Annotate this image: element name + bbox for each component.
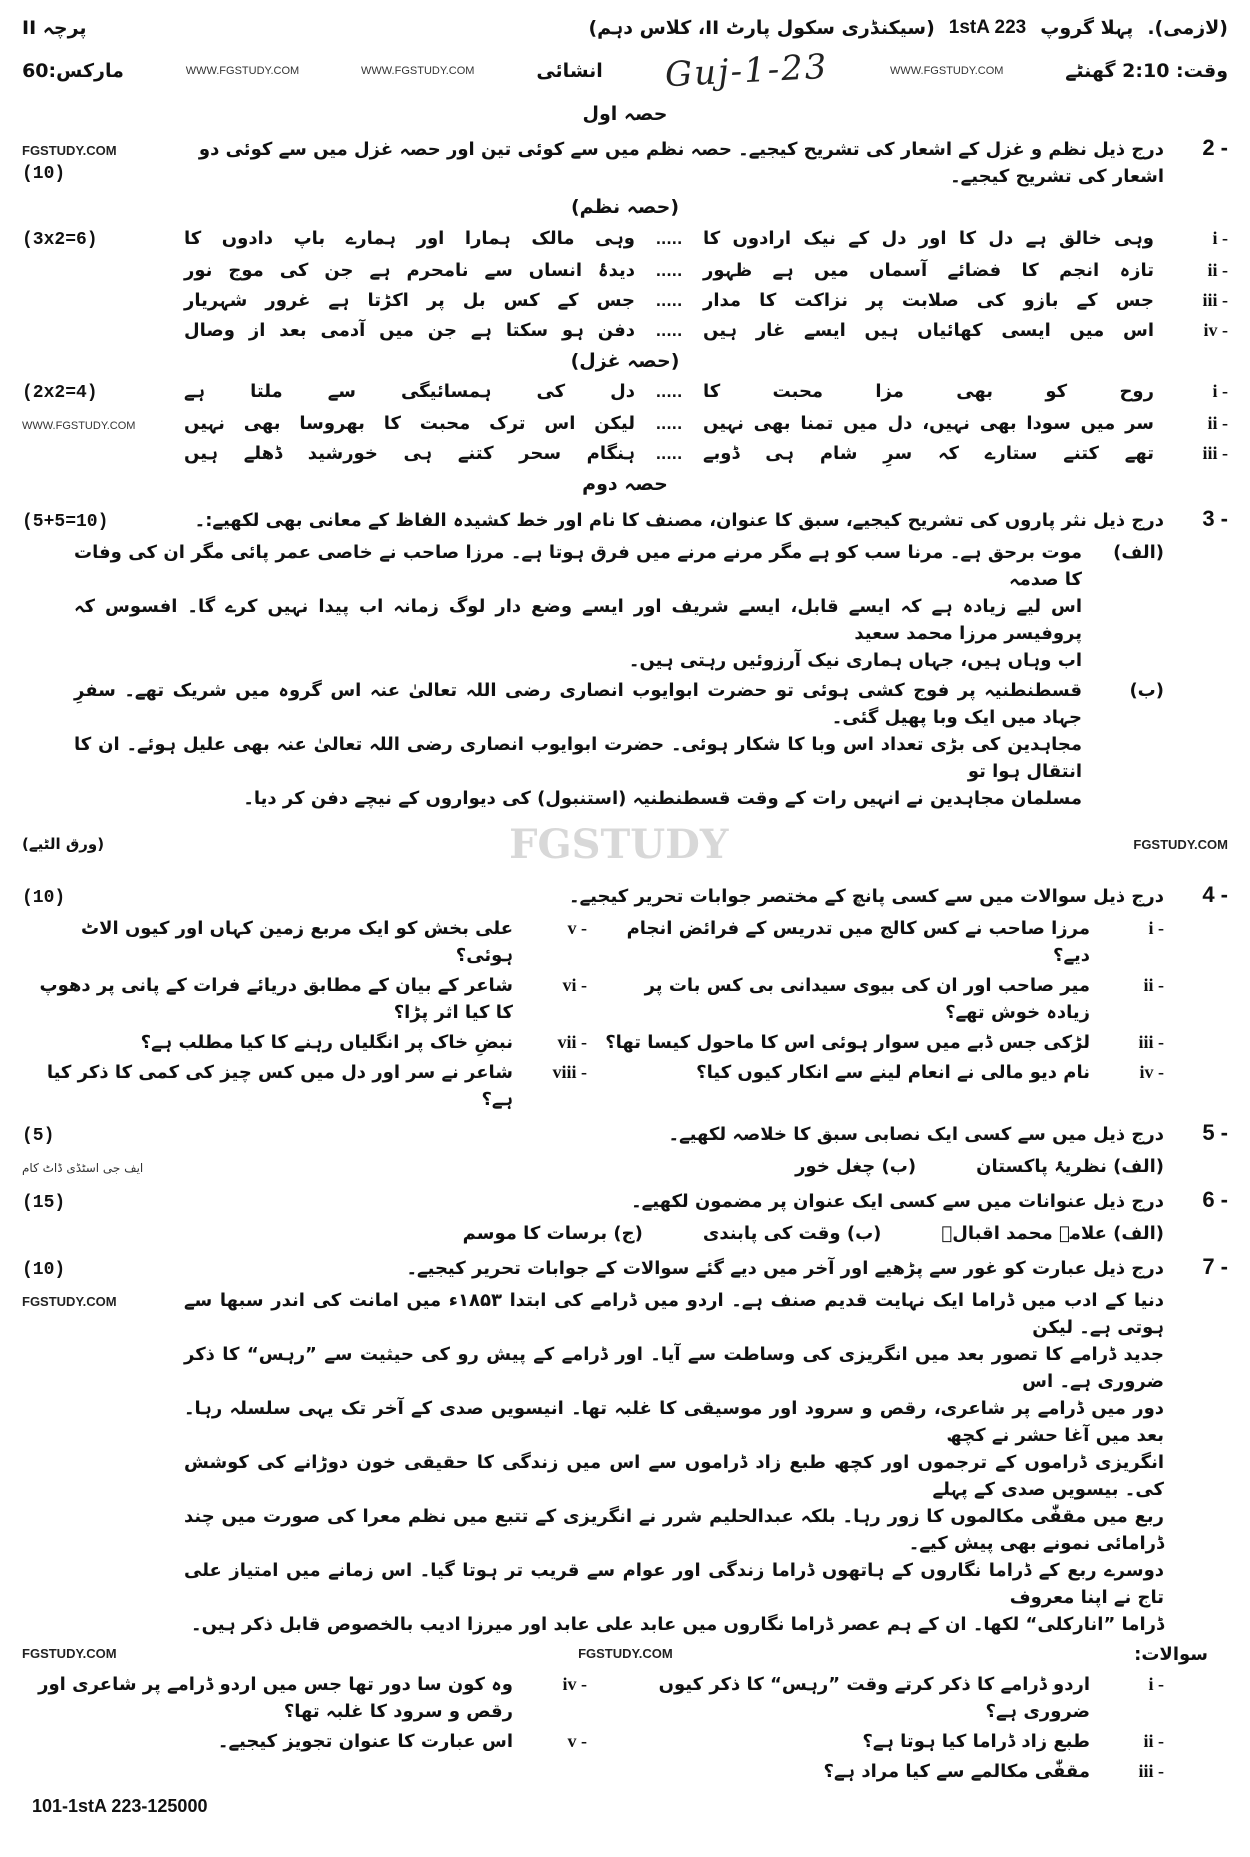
question-7 xyxy=(22,1250,1228,1284)
verse-second-half: دفن ہو سکتا ہے جن میں آدمی بعد از وصال xyxy=(184,319,635,341)
verse-first-half: اس میں ایسی کھائیاں ہیں ایسے غار ہیں xyxy=(703,319,1154,341)
verse-number: ii - xyxy=(1207,259,1228,280)
item-number: ii - xyxy=(1143,974,1164,995)
short-question: نام دیو مالی نے انعام لینے سے انکار کیوں کیا؟ xyxy=(696,1061,1090,1083)
verse-number: i - xyxy=(1212,381,1228,401)
short-question: میر صاحب اور ان کی بیوی سیدانی بی کس بات پر زیادہ خوش تھے؟ xyxy=(644,974,1090,1023)
summary-options xyxy=(22,1153,1228,1180)
question-3-marks: (5+5=10) xyxy=(22,511,109,532)
section-1-heading: حصہ اول xyxy=(582,102,668,125)
total-marks: مارکس:60 xyxy=(22,59,124,82)
essay-option-a: (الف) علامہ محمد اقبالؒ xyxy=(941,1222,1164,1244)
header-row xyxy=(22,46,1228,97)
question-2-marks: (10) xyxy=(22,163,66,184)
passage-b-line: مجاہدین کی بڑی تعداد اس وبا کا شکار ہوئی۔ حضرت ابوایوب انصاری رضی اللہ تعالیٰ عنہ بھی علیل ہوئے۔ ان کا انتقال ہوا تو xyxy=(74,733,1082,782)
ghazal-verse xyxy=(22,378,1228,407)
comprehension-question: طبع زاد ڈراما کیا ہوتا ہے؟ xyxy=(862,1730,1090,1752)
nazm-verse xyxy=(22,225,1228,254)
essay-option-b: (ب) وقت کی پابندی xyxy=(702,1222,882,1244)
question-5 xyxy=(22,1116,1228,1150)
short-question: نبضِ خاک پر انگلیاں رہنے کا کیا مطلب ہے؟ xyxy=(140,1031,513,1053)
watermark: FGSTUDY.COM xyxy=(1133,836,1228,852)
verse-second-half: لیکن اس ترک محبت کا بھروسا بھی نہیں xyxy=(184,413,635,434)
verse-number: iii - xyxy=(1202,289,1228,310)
item-number: viii - xyxy=(552,1061,587,1082)
nazm-marks: (3x2=6) xyxy=(22,229,98,250)
marks-cell xyxy=(22,141,172,188)
short-question: مرزا صاحب نے کس کالج میں تدریس کے فرائض انجام دیے؟ xyxy=(626,917,1090,966)
question-2-number: 2 - xyxy=(1202,135,1228,160)
summary-option-b: (ب) چغل خور xyxy=(795,1155,917,1177)
question-3 xyxy=(22,502,1228,536)
verse-first-half: وہی خالق ہے دل کا اور دل کے نیک ارادوں کا xyxy=(703,227,1154,249)
comprehension-line: ڈراما ”انارکلی“ لکھا۔ ان کے ہم عصر ڈراما نگاروں میں عابد علی عابد اور میرزا ادیب بالخصوص قابل ذکر ہیں۔ xyxy=(191,1613,1164,1635)
question-6-marks: (15) xyxy=(22,1192,66,1213)
passage-a-line: اب وہاں ہیں، جہاں ہماری نیک آرزوئیں رہتی ہیں۔ xyxy=(628,649,1082,671)
verse-second-half: جس کے کس بل پر اکڑتا ہے غرور شہریار xyxy=(184,289,635,311)
question-5-number: 5 - xyxy=(1202,1119,1228,1145)
verse-separator: ..... xyxy=(655,323,683,340)
item-number: ii - xyxy=(1143,1730,1164,1751)
short-question-row xyxy=(22,1029,1228,1056)
question-2-text: درج ذیل نظم و غزل کے اشعار کی تشریح کیجیے۔ حصہ نظم میں سے کوئی تین اور حصہ غزل میں سے کوئی دو اشعار کی تشریح کیجیے۔ xyxy=(198,139,1164,187)
question-4 xyxy=(22,878,1228,912)
nazm-verse xyxy=(22,287,1228,314)
question-7-marks: (10) xyxy=(22,1259,66,1280)
passage-b-line: قسطنطنیہ پر فوج کشی ہوئی تو حضرت ابوایوب انصاری رضی اللہ تعالیٰ عنہ اس گروہ میں شریک تھے۔ سفرِ جہاد میں ایک وبا پھیل گئی۔ xyxy=(74,679,1082,728)
passage-a-line: اس لیے زیادہ ہے کہ ایسے قابل، ایسے شریف اور ایسے وضع دار لوگ زمانہ اب پیدا نہیں کرے گا۔ افسوس کہ پروفیسر مرزا محمد سعید xyxy=(74,595,1082,644)
short-question: شاعر نے سر اور دل میں کس چیز کی کمی کا ذکر کیا ہے؟ xyxy=(46,1061,513,1110)
question-5-text: درج ذیل میں سے کسی ایک نصابی سبق کا خلاصہ لکھیے۔ xyxy=(668,1123,1164,1145)
short-question-row xyxy=(22,1059,1228,1113)
passage-a-label: (الف) xyxy=(1113,541,1164,563)
item-number: iv - xyxy=(562,1673,587,1694)
essay-option-c: (ج) برسات کا موسم xyxy=(462,1222,643,1244)
comprehension-question: اردو ڈرامے کا ذکر کرتے وقت ”رہس“ کا ذکر کیوں ضروری ہے؟ xyxy=(658,1673,1090,1722)
question-4-text: درج ذیل سوالات میں سے کسی پانچ کے مختصر جوابات تحریر کیجیے۔ xyxy=(569,885,1164,907)
comprehension-line: دوسرے ربع کے ڈراما نگاروں کے ہاتھوں ڈراما زندگی اور عوام سے قریب تر ہوتا گیا۔ اس زمانے میں امتیاز علی تاج نے اپنا معروف xyxy=(184,1559,1164,1608)
verse-separator: ..... xyxy=(655,231,683,248)
verse-separator: ..... xyxy=(655,417,683,433)
comprehension-line: دور میں ڈرامے پر شاعری، رقص و سرود اور موسیقی کا غلبہ تھا۔ انیسویں صدی کے آخر تک یہی سلسلہ رہا۔ بعد میں آغا حشر نے کچھ xyxy=(184,1397,1164,1446)
paper-number: پرچہ II xyxy=(22,17,87,39)
watermark: WWW.FGSTUDY.COM xyxy=(185,64,300,77)
ghazal-verse xyxy=(22,440,1228,467)
verse-number: ii - xyxy=(1207,413,1228,433)
item-number: iv - xyxy=(1139,1061,1164,1082)
comprehension-question: مقفّٰی مکالمے سے کیا مراد ہے؟ xyxy=(823,1760,1090,1782)
question-3-text: درج ذیل نثر پاروں کی تشریح کیجیے، سبق کا عنوان، مصنف کا نام اور خط کشیدہ الفاظ کے معانی بھی لکھیے:۔ xyxy=(194,509,1164,531)
watermark: FGSTUDY.COM xyxy=(22,143,117,158)
item-number: iii - xyxy=(1138,1031,1164,1052)
paper-type: انشائی xyxy=(536,59,603,82)
comprehension-line: ربع میں مقفّٰی مکالموں کا زور رہا۔ بلکہ عبدالحلیم شرر نے انگریزی کے تتبع میں نظم معرا کی صورت میں چند ڈرامائی نمونے بھی پیش کیے۔ xyxy=(184,1505,1164,1554)
passage-a-body xyxy=(74,539,1082,674)
verse-number: iv - xyxy=(1203,319,1228,340)
item-number: iii - xyxy=(1138,1760,1164,1781)
turn-over-row xyxy=(22,815,1228,875)
summary-option-a: (الف) نظریۂ پاکستان xyxy=(976,1155,1164,1177)
passage-a-line: موت برحق ہے۔ مرنا سب کو ہے مگر مرنے مرنے میں فرق ہوتا ہے۔ مرزا صاحب نے خاصی عمر پائی مگر ان کی وفات کا صدمہ xyxy=(74,541,1082,590)
question-4-number: 4 - xyxy=(1202,881,1228,907)
watermark-cell xyxy=(22,1292,172,1312)
watermark: WWW.FGSTUDY.COM xyxy=(889,64,1004,77)
item-number: vii - xyxy=(557,1031,587,1052)
questions-heading: سوالات: xyxy=(1134,1643,1208,1665)
nazm-verse xyxy=(22,257,1228,284)
exam-paper xyxy=(22,14,1228,1820)
comprehension-question: وہ کون سا دور تھا جس میں اردو ڈرامے پر شاعری اور رقص و سرود کا غلبہ تھا؟ xyxy=(38,1673,513,1722)
handwritten-note: Guj-1-23 xyxy=(663,46,830,95)
item-number: vi - xyxy=(562,974,587,995)
paper-title: (سیکنڈری سکول پارٹ II، کلاس دہم) xyxy=(588,17,935,39)
time-label: وقت: 2:10 گھنٹے xyxy=(1065,59,1228,82)
passage-b xyxy=(22,677,1228,812)
verse-separator: ..... xyxy=(655,293,683,310)
ghazal-marks: (2x2=4) xyxy=(22,383,98,403)
item-number: v - xyxy=(567,1730,587,1751)
question-6-number: 6 - xyxy=(1202,1186,1228,1212)
nazm-verse xyxy=(22,317,1228,344)
verse-separator: ..... xyxy=(655,263,683,280)
comprehension-question-row xyxy=(22,1728,1228,1755)
short-question: علی بخش کو ایک مربع زمین کہاں اور کیوں الاٹ ہوئی؟ xyxy=(81,917,513,966)
verse-second-half: دیدۂ انساں سے نامحرم ہے جن کی موج نور xyxy=(184,259,635,281)
watermark: WWW.FGSTUDY.COM xyxy=(361,64,475,77)
turn-over-note: (ورق الٹیے) xyxy=(22,835,105,854)
question-7-number: 7 - xyxy=(1202,1253,1228,1279)
item-number: v - xyxy=(567,917,587,938)
question-5-marks: (5) xyxy=(22,1125,55,1146)
short-question-row xyxy=(22,915,1228,969)
short-question: شاعر کے بیان کے مطابق دریائے فرات کے پانی پر دھوپ کا کیا اثر پڑا؟ xyxy=(39,974,513,1023)
section-2-heading: حصہ دوم xyxy=(582,473,668,495)
marks-cell xyxy=(22,1123,172,1150)
question-6-text: درج ذیل عنوانات میں سے کسی ایک عنوان پر مضمون لکھیے۔ xyxy=(631,1190,1164,1212)
passage-a xyxy=(22,539,1228,674)
question-2 xyxy=(22,131,1228,190)
passage-b-body xyxy=(74,677,1082,812)
item-number: i - xyxy=(1148,1673,1164,1694)
footer-code: 101-1stA 223-125000 xyxy=(32,1795,208,1816)
verse-first-half: روح کو بھی مزا محبت کا xyxy=(703,381,1154,402)
paper-code: 1stA 223 xyxy=(948,17,1027,38)
questions-heading-row xyxy=(22,1641,1228,1668)
watermark-logo: FGSTUDY xyxy=(509,820,729,868)
watermark: FGSTUDY.COM xyxy=(578,1646,673,1662)
question-3-number: 3 - xyxy=(1202,505,1228,531)
comprehension-line: جدید ڈرامے کا تصور بعد میں انگریزی کی وساطت سے آیا۔ اور ڈرامے کے پیش رو کی حیثیت سے ”رہس“ کا ذکر ضروری ہے۔ اس xyxy=(184,1343,1164,1392)
item-number: i - xyxy=(1148,917,1164,938)
verse-first-half: تھے کتنے ستارے کہ سرِ شام ہی ڈوبے xyxy=(703,443,1154,464)
watermark: WWW.FGSTUDY.COM xyxy=(22,420,136,432)
ghazal-heading: (حصہ غزل) xyxy=(570,349,680,372)
verse-first-half: سر میں سودا بھی نہیں، دل میں تمنا بھی نہیں xyxy=(703,413,1154,434)
comprehension-question-row xyxy=(22,1671,1228,1725)
verse-number: iii - xyxy=(1202,443,1228,463)
question-6 xyxy=(22,1183,1228,1217)
watermark: FGSTUDY.COM xyxy=(22,1646,117,1662)
header-row xyxy=(22,14,1228,43)
comprehension-line: انگریزی ڈراموں کے ترجموں اور کچھ طبع زاد ڈراموں سے اس میں زندگی کا حقیقی خون دوڑانے کی کوشش کی۔ بیسویں صدی کے پہلے xyxy=(184,1451,1164,1500)
passage-b-line: مسلمان مجاہدین نے انہیں رات کے وقت قسطنطنیہ (استنبول) کی دیواروں کے نیچے دفن کر دیا۔ xyxy=(243,787,1082,809)
verse-separator: ..... xyxy=(655,385,683,401)
ghazal-verse xyxy=(22,410,1228,437)
verse-second-half: وہی مالک ہمارا اور ہمارے باپ دادوں کا xyxy=(184,227,635,249)
verse-first-half: تازہ انجم کا فضائے آسماں میں ہے ظہور xyxy=(703,259,1154,281)
question-4-marks: (10) xyxy=(22,887,66,908)
verse-second-half: دل کی ہمسائیگی سے ملتا ہے xyxy=(184,381,635,402)
essay-options xyxy=(22,1220,1228,1247)
question-7-text: درج ذیل عبارت کو غور سے پڑھیے اور آخر میں دیے گئے سوالات کے جوابات تحریر کیجیے۔ xyxy=(406,1257,1164,1279)
short-question-row xyxy=(22,972,1228,1026)
short-question: لڑکی جس ڈبے میں سوار ہوئی اس کا ماحول کیسا تھا؟ xyxy=(605,1031,1090,1053)
verse-separator: ..... xyxy=(655,447,683,463)
comprehension-line: دنیا کے ادب میں ڈراما ایک نہایت قدیم صنف ہے۔ اردو میں ڈرامے کی ابتدا ۱۸۵۳ء میں امانت کی اندر سبھا سے ہوتی ہے۔ لیکن xyxy=(184,1289,1164,1338)
compulsory-label: (لازمی). xyxy=(1147,17,1228,39)
comprehension-passage xyxy=(22,1287,1228,1638)
verse-first-half: جس کے بازو کی صلابت پر نزاکت کا مدار xyxy=(703,289,1154,311)
group-label: پہلا گروپ xyxy=(1040,17,1134,39)
watermark: FGSTUDY.COM xyxy=(22,1293,117,1309)
nazm-heading: (حصہ نظم) xyxy=(570,196,680,218)
watermark: ایف جی اسٹڈی ڈاٹ کام xyxy=(22,1160,144,1175)
comprehension-body xyxy=(184,1287,1164,1638)
comprehension-question-row xyxy=(22,1758,1228,1785)
verse-second-half: ہنگام سحر کتنے ہی خورشید ڈھلے ہیں xyxy=(184,443,635,464)
comprehension-question: اس عبارت کا عنوان تجویز کیجیے۔ xyxy=(217,1730,513,1752)
verse-number: i - xyxy=(1212,227,1228,248)
passage-b-label: (ب) xyxy=(1129,679,1164,701)
